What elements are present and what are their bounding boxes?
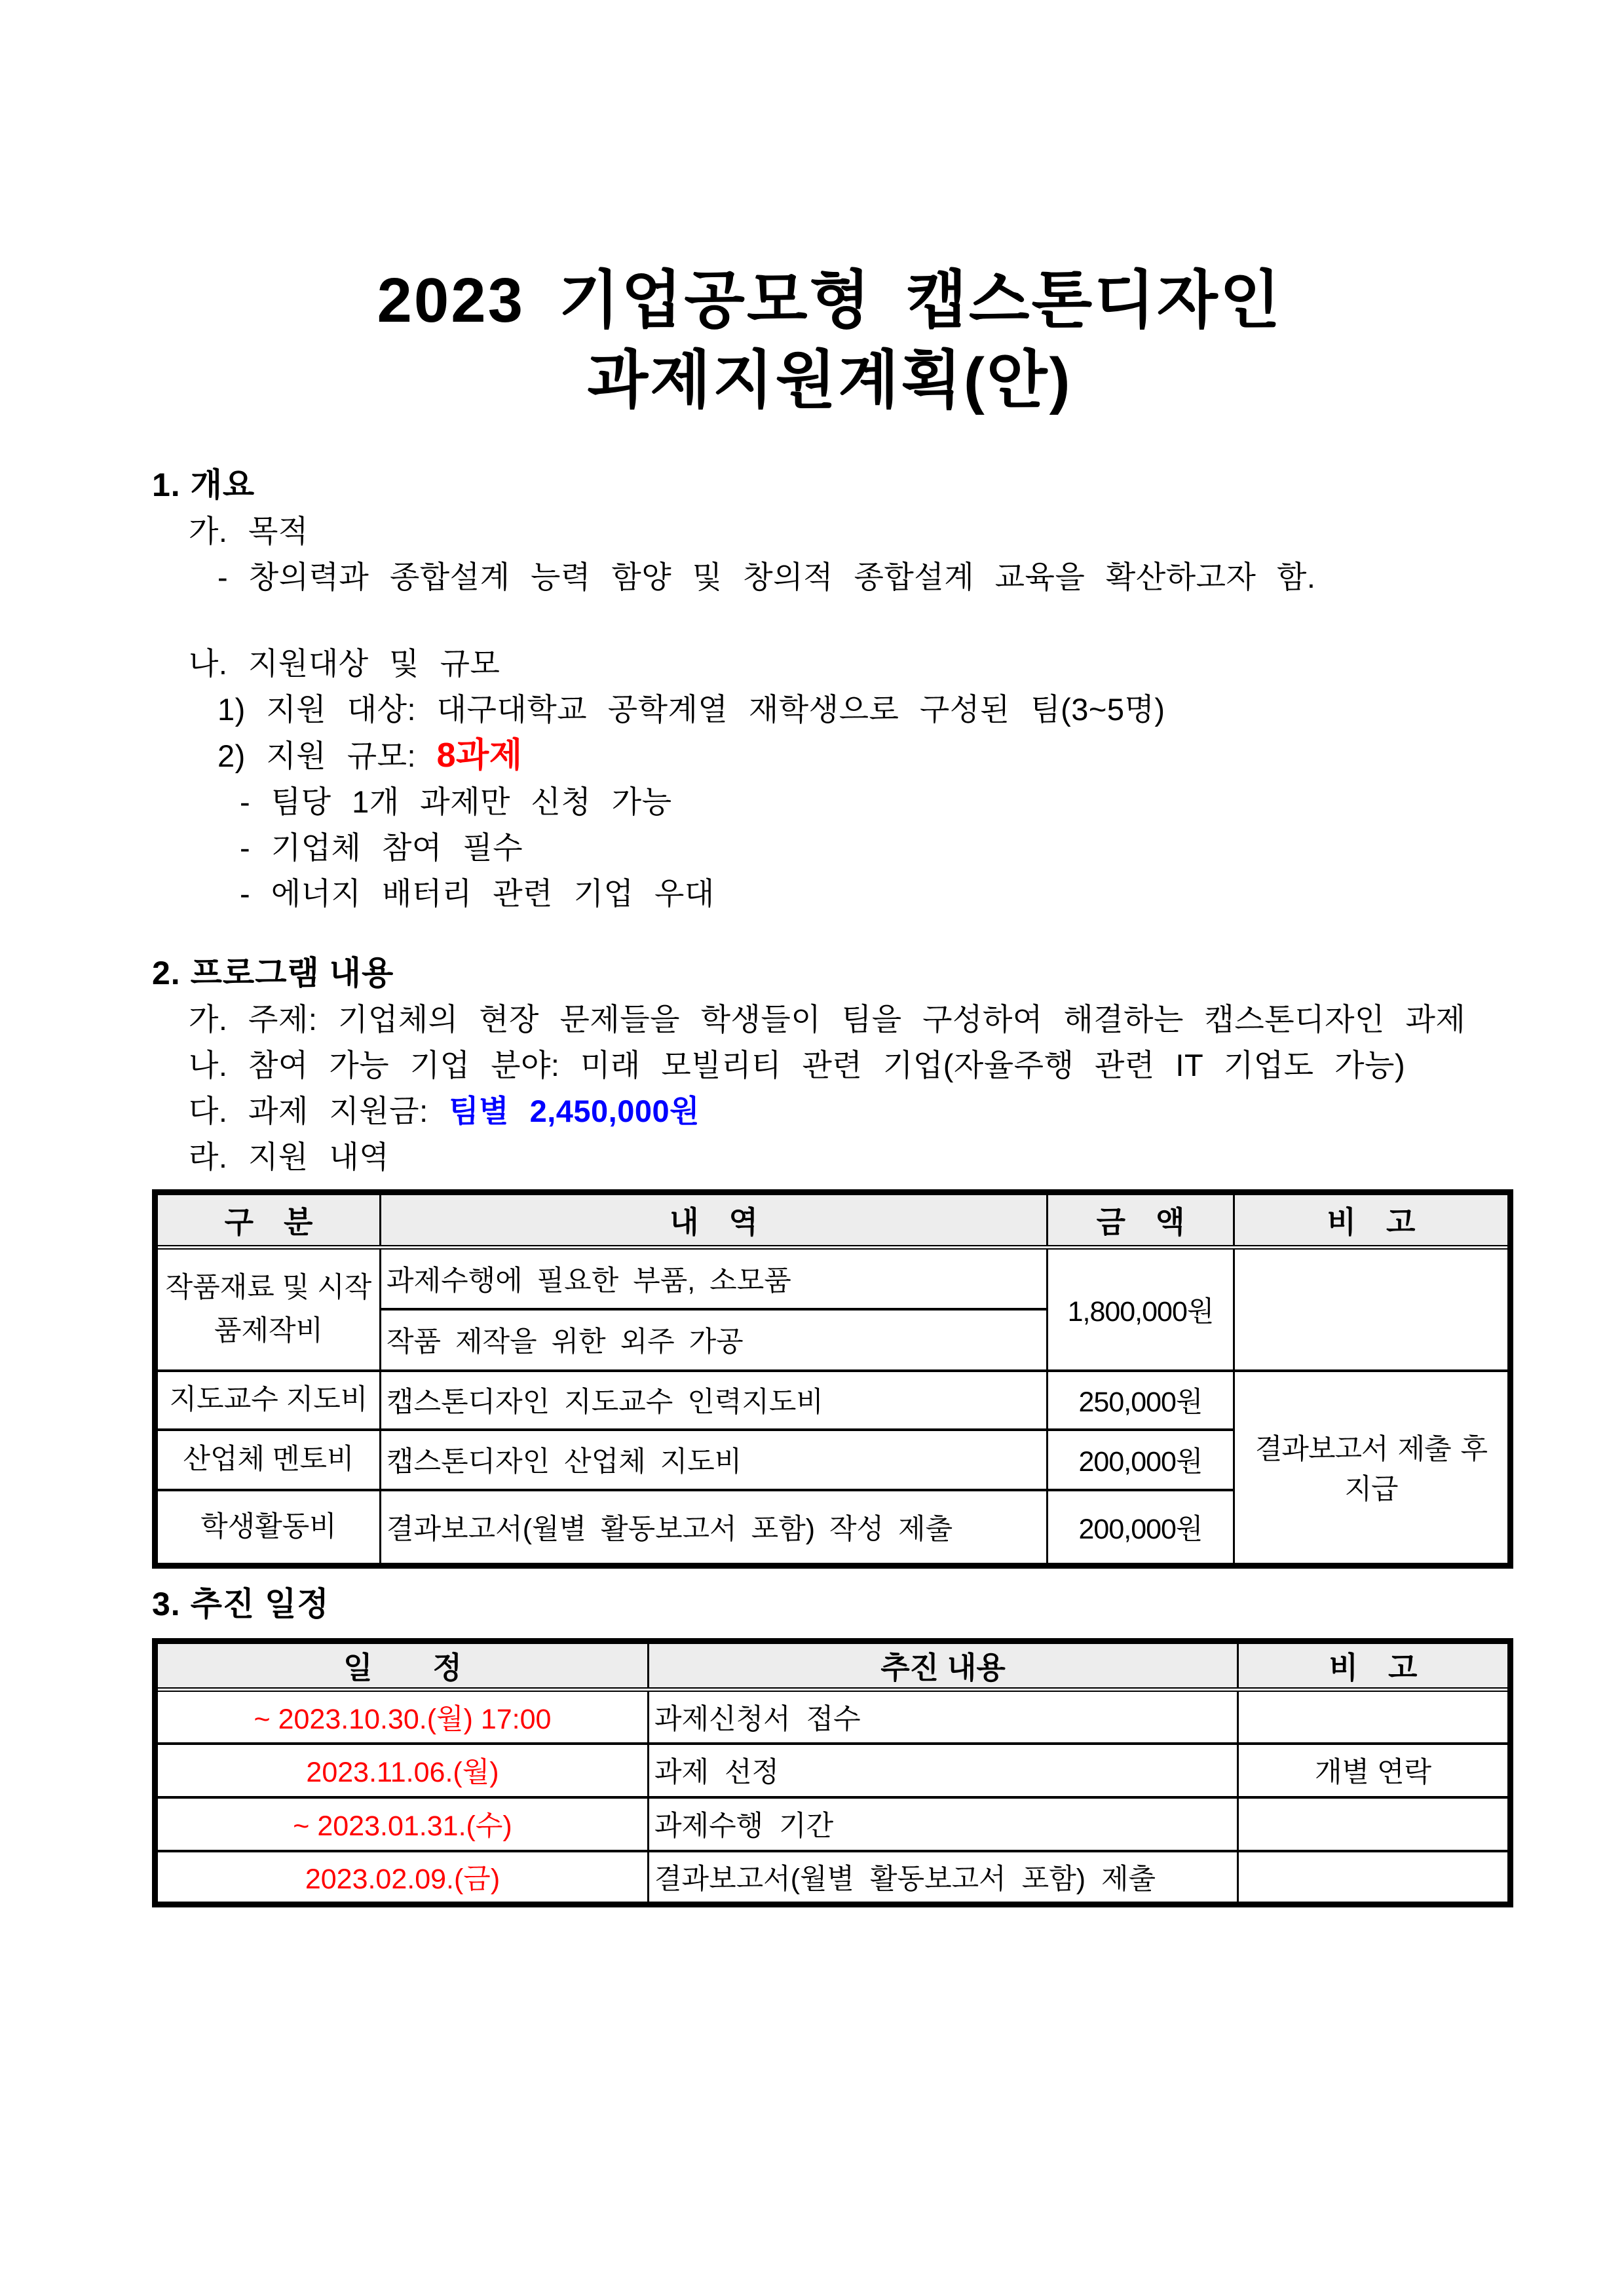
mentor-category-cell: 산업체 멘토비 bbox=[155, 1430, 381, 1490]
student-category-cell: 학생활동비 bbox=[155, 1490, 381, 1566]
schedule-header-content: 추진 내용 bbox=[649, 1641, 1238, 1690]
section-3-heading: 3. 추진 일정 bbox=[152, 1586, 330, 1622]
program-topic: 가. 주제: 기업체의 현장 문제들을 학생들이 팀을 구성하여 해결하는 캡스톤디자인 과제 bbox=[189, 1002, 1466, 1037]
purpose-text: - 창의력과 종합설계 능력 함양 및 창의적 종합설계 교육을 확산하고자 함. bbox=[217, 560, 1316, 594]
support-header-amount: 금 액 bbox=[1048, 1193, 1234, 1248]
support-header-detail: 내 역 bbox=[381, 1193, 1048, 1248]
purpose-label: 가. 목적 bbox=[189, 514, 309, 548]
support-detail-table bbox=[152, 1189, 1513, 1569]
schedule-row-execution bbox=[155, 1797, 1511, 1851]
program-field: 나. 참여 가능 기업 분야: 미래 모빌리티 관련 기업(자율주행 관련 IT 기업도 가능) bbox=[189, 1048, 1406, 1082]
schedule-content-cell: 과제수행 기간 bbox=[649, 1797, 1238, 1851]
payment-note-cell: 결과보고서 제출 후 지급 bbox=[1234, 1371, 1511, 1566]
support-header-note: 비 고 bbox=[1234, 1193, 1511, 1248]
schedule-note-cell bbox=[1238, 1690, 1511, 1744]
schedule-content-cell: 과제 선정 bbox=[649, 1744, 1238, 1797]
grant-value-highlight: 팀별 2,450,000원 bbox=[449, 1094, 700, 1128]
mentor-detail-cell: 캡스톤디자인 산업체 지도비 bbox=[381, 1430, 1048, 1490]
table-row-professor bbox=[155, 1371, 1511, 1430]
schedule-date-cell: ~ 2023.10.30.(월) 17:00 bbox=[155, 1690, 649, 1744]
grant-label: 다. 과제 지원금: bbox=[189, 1094, 449, 1128]
section-1-heading: 1. 개요 bbox=[152, 467, 255, 503]
support-header-category: 구 분 bbox=[155, 1193, 381, 1248]
schedule-table-header-row bbox=[155, 1641, 1511, 1690]
section-2-heading: 2. 프로그램 내용 bbox=[152, 955, 394, 991]
document-title-line-2: 과제지원계획(안) bbox=[587, 345, 1072, 415]
scale-note-2: - 기업체 참여 필수 bbox=[240, 830, 523, 865]
support-table-header-row bbox=[155, 1193, 1511, 1248]
target-label: 나. 지원대상 및 규모 bbox=[189, 646, 500, 681]
schedule-date-cell: 2023.02.09.(금) bbox=[155, 1851, 649, 1905]
schedule-row-application bbox=[155, 1690, 1511, 1744]
material-detail-2-cell: 작품 제작을 위한 외주 가공 bbox=[381, 1309, 1048, 1371]
schedule-row-report bbox=[155, 1851, 1511, 1905]
scale-line bbox=[152, 733, 1507, 779]
material-category-cell: 작품재료 및 시작품제작비 bbox=[155, 1248, 381, 1371]
schedule-note-cell bbox=[1238, 1851, 1511, 1905]
professor-detail-cell: 캡스톤디자인 지도교수 인력지도비 bbox=[381, 1371, 1048, 1430]
schedule-header-note: 비 고 bbox=[1238, 1641, 1511, 1690]
document-title-line-1: 2023 기업공모형 캡스톤디자인 bbox=[377, 265, 1283, 335]
schedule-note-cell bbox=[1238, 1797, 1511, 1851]
schedule-content-cell: 과제신청서 접수 bbox=[649, 1690, 1238, 1744]
material-detail-1-cell: 과제수행에 필요한 부품, 소모품 bbox=[381, 1248, 1048, 1309]
schedule-header-date: 일 정 bbox=[155, 1641, 649, 1690]
target-text: 1) 지원 대상: 대구대학교 공학계열 재학생으로 구성된 팀(3~5명) bbox=[217, 692, 1165, 727]
schedule-table bbox=[152, 1638, 1513, 1907]
material-note-empty-cell bbox=[1234, 1248, 1511, 1371]
scale-label: 2) 지원 규모: bbox=[217, 738, 437, 773]
student-amount-cell: 200,000원 bbox=[1048, 1490, 1234, 1566]
table-row-material-1 bbox=[155, 1248, 1511, 1309]
student-detail-cell: 결과보고서(월별 활동보고서 포함) 작성 제출 bbox=[381, 1490, 1048, 1566]
schedule-content-cell: 결과보고서(월별 활동보고서 포함) 제출 bbox=[649, 1851, 1238, 1905]
support-detail-label: 라. 지원 내역 bbox=[189, 1139, 390, 1174]
scale-note-1: - 팀당 1개 과제만 신청 가능 bbox=[240, 784, 672, 819]
schedule-note-cell: 개별 연락 bbox=[1238, 1744, 1511, 1797]
grant-line bbox=[152, 1088, 1507, 1134]
professor-category-cell: 지도교수 지도비 bbox=[155, 1371, 381, 1430]
document-title bbox=[152, 261, 1507, 421]
schedule-date-cell: ~ 2023.01.31.(수) bbox=[155, 1797, 649, 1851]
scale-value-highlight: 8과제 bbox=[436, 737, 523, 775]
material-amount-cell: 1,800,000원 bbox=[1048, 1248, 1234, 1371]
schedule-row-selection bbox=[155, 1744, 1511, 1797]
professor-amount-cell: 250,000원 bbox=[1048, 1371, 1234, 1430]
scale-note-3: - 에너지 배터리 관련 기업 우대 bbox=[240, 876, 715, 911]
mentor-amount-cell: 200,000원 bbox=[1048, 1430, 1234, 1490]
schedule-date-cell: 2023.11.06.(월) bbox=[155, 1744, 649, 1797]
